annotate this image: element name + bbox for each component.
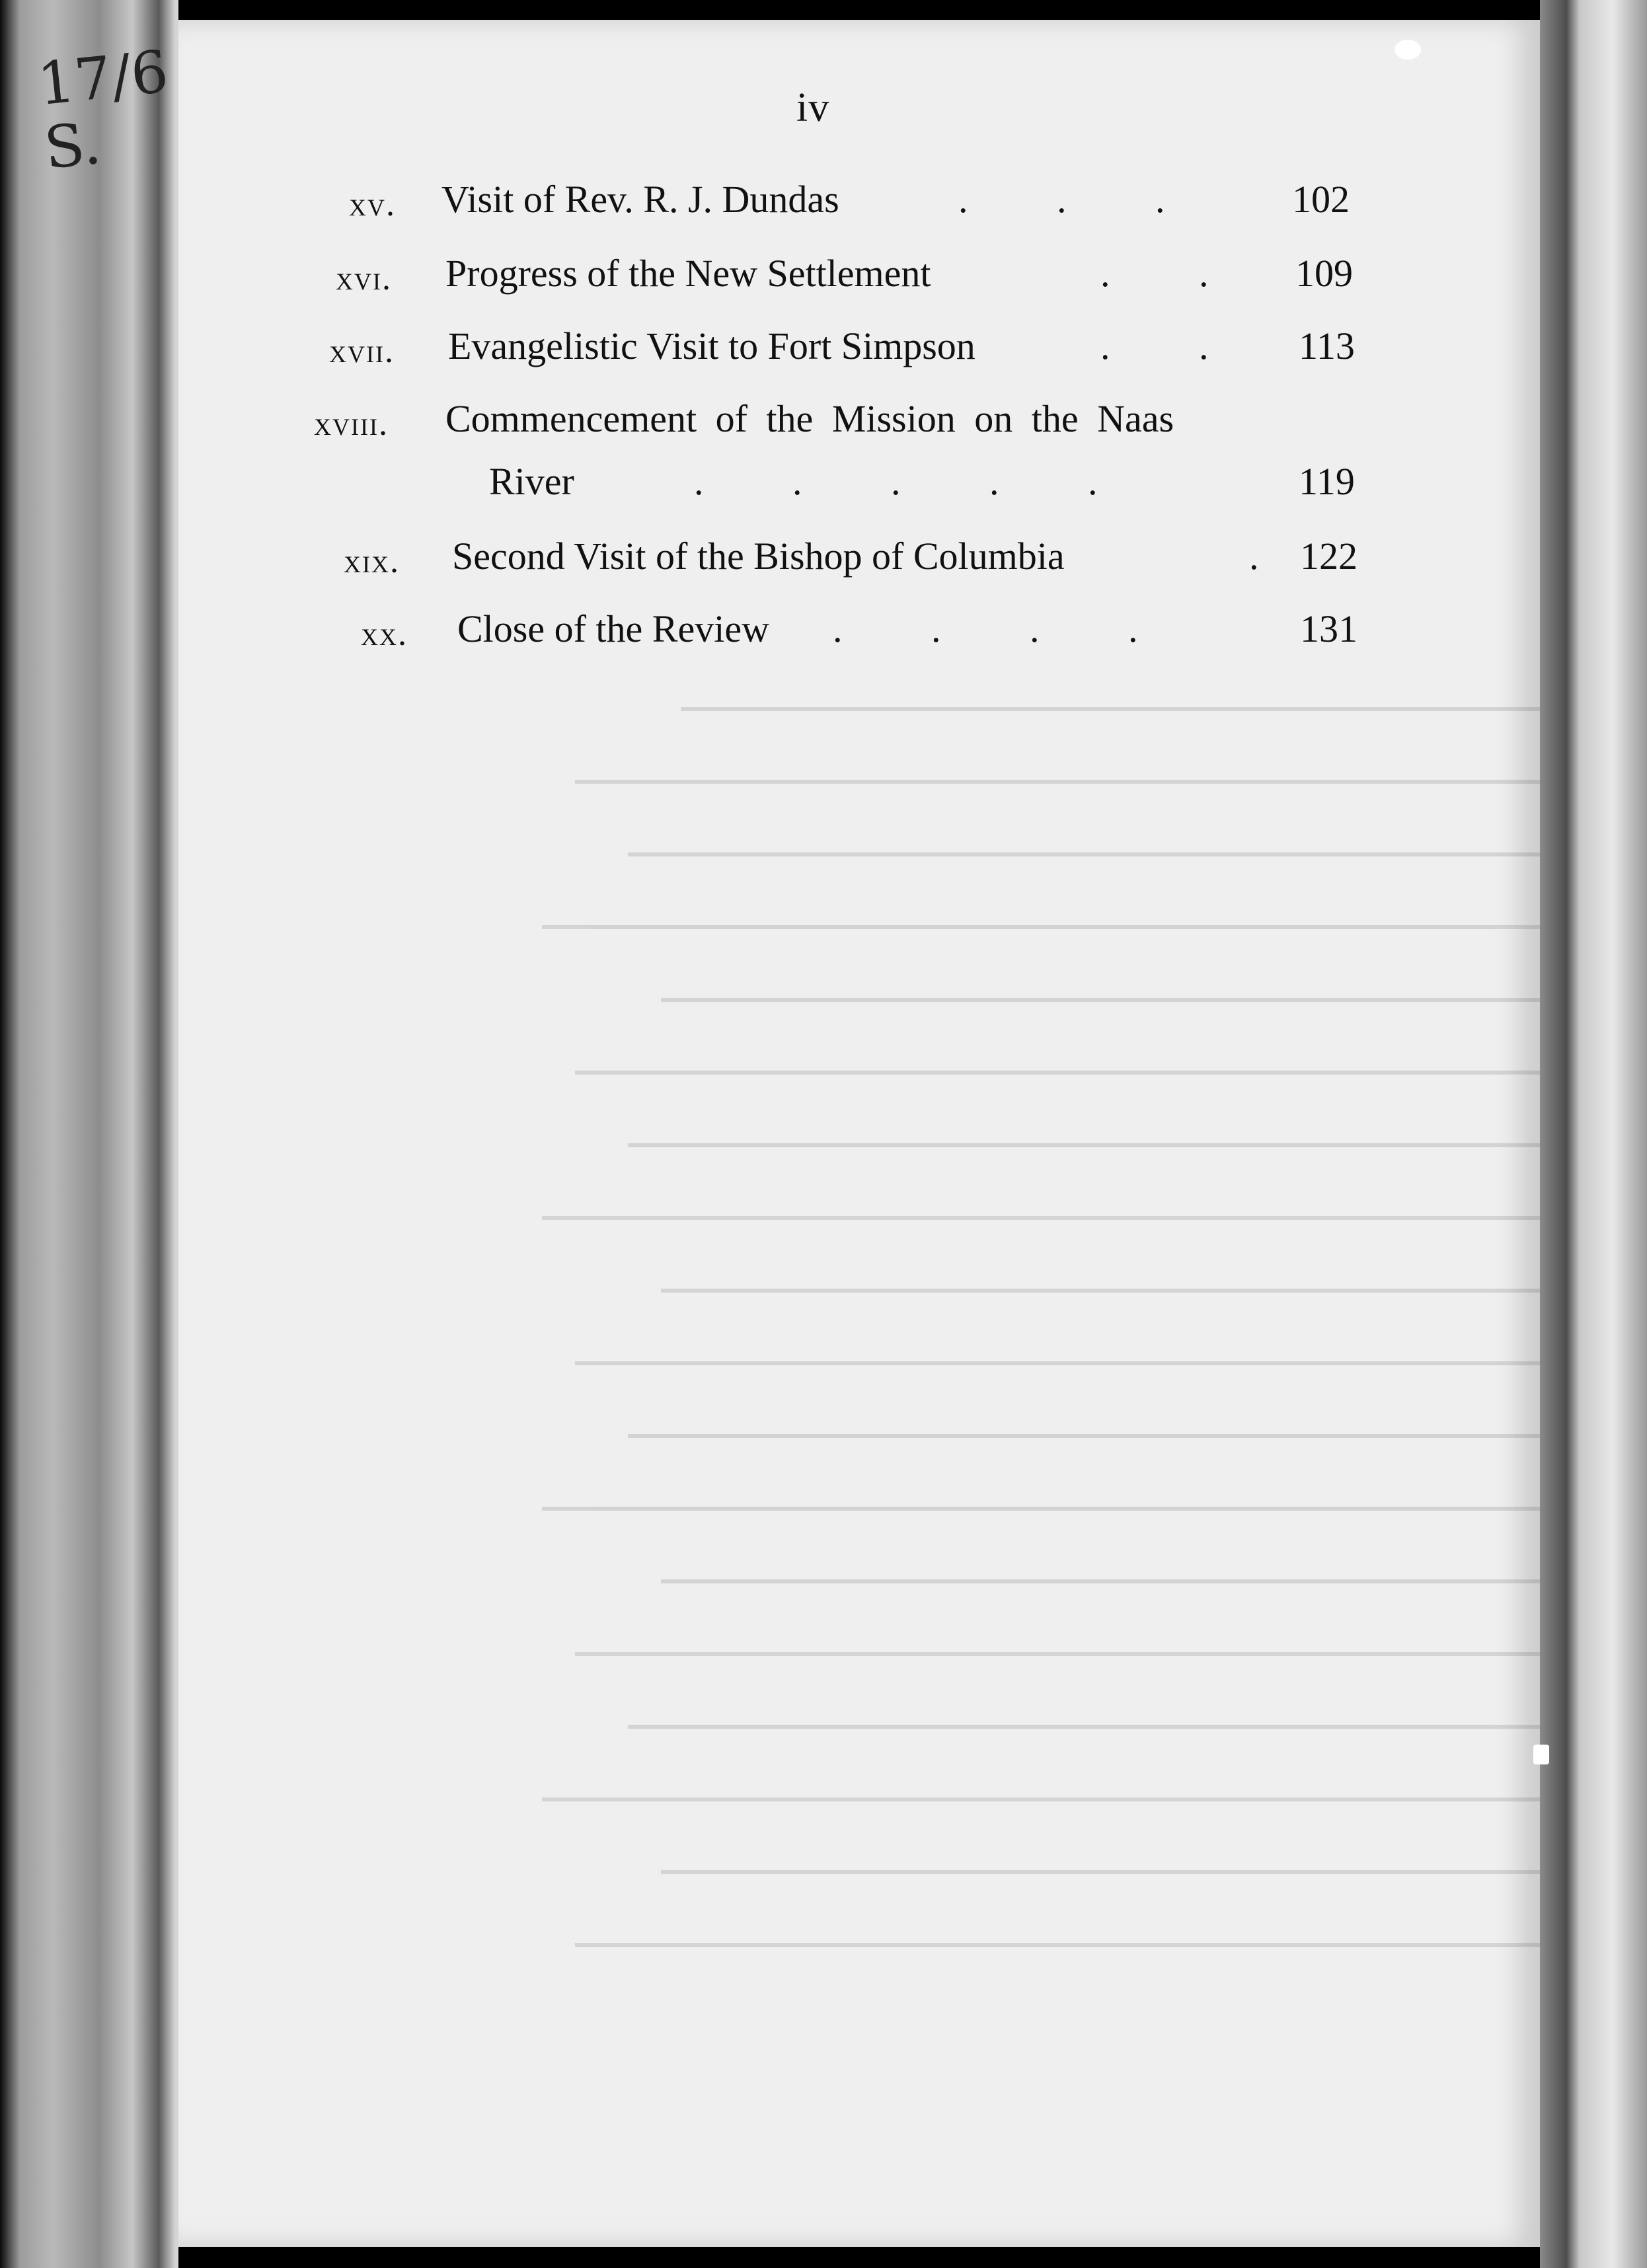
page-ref: 119 xyxy=(1299,460,1355,503)
leader-dots: . . . . . xyxy=(694,460,1137,503)
page-ref: 131 xyxy=(1300,607,1358,650)
chapter-title: Second Visit of the Bishop of Columbia xyxy=(452,535,1065,578)
show-through-text xyxy=(482,707,1606,2095)
leader-dots: . . . . xyxy=(833,607,1178,650)
chapter-numeral: xix. xyxy=(344,543,400,580)
right-page-edge xyxy=(1540,0,1647,2268)
page-ref: 122 xyxy=(1300,535,1358,578)
margin-note-line-2: S. xyxy=(41,108,104,182)
chapter-numeral: xx. xyxy=(361,615,408,653)
paper-blemish xyxy=(1533,1745,1549,1764)
page-number: iv xyxy=(796,85,830,130)
chapter-title-continued: River xyxy=(489,460,574,503)
chapter-numeral: xviii. xyxy=(314,405,389,443)
leader-dots: . . xyxy=(1100,252,1248,295)
chapter-title: Evangelistic Visit to Fort Simpson xyxy=(448,324,976,367)
chapter-title: Commencement of the Mission on the Naas xyxy=(445,397,1174,440)
margin-note-line-1: 17/6 xyxy=(34,37,172,119)
handwritten-margin-note xyxy=(34,37,178,182)
document-page xyxy=(178,20,1540,2247)
leader-dots: . xyxy=(1249,535,1299,578)
left-page-edge xyxy=(0,0,178,2268)
page-ref: 113 xyxy=(1299,324,1355,367)
chapter-numeral: xv. xyxy=(349,186,396,223)
chapter-title: Visit of Rev. R. J. Dundas xyxy=(441,178,839,221)
paper-blemish xyxy=(1395,40,1421,59)
chapter-title: Close of the Review xyxy=(457,607,769,650)
leader-dots: . . xyxy=(1100,324,1248,367)
page-ref: 109 xyxy=(1295,252,1353,295)
chapter-numeral: xvii. xyxy=(329,332,395,370)
chapter-title: Progress of the New Settlement xyxy=(445,252,931,295)
page-ref: 102 xyxy=(1292,178,1350,221)
leader-dots: . . . xyxy=(958,178,1205,221)
chapter-numeral: xvi. xyxy=(336,260,392,297)
